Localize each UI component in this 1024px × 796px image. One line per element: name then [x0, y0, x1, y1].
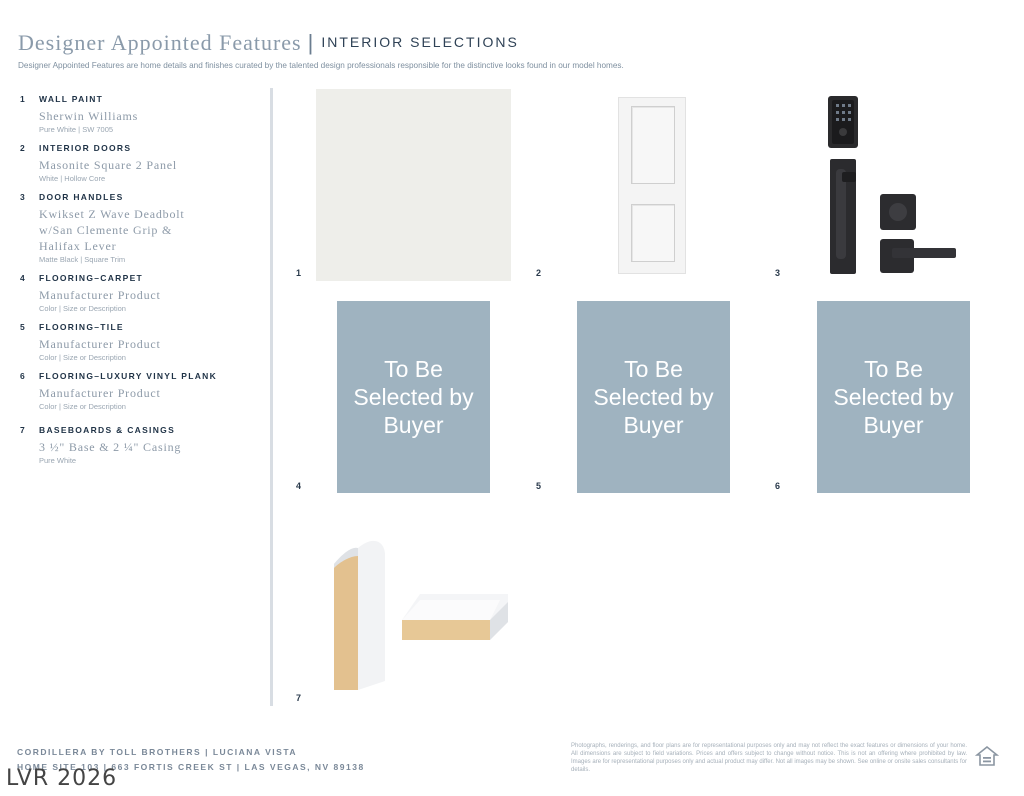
- feature-detail: Pure White: [39, 456, 77, 465]
- feature-category: INTERIOR DOORS: [39, 143, 132, 153]
- tile-number: 2: [536, 268, 542, 278]
- tile-number: 4: [296, 481, 302, 491]
- tile-placeholder: [577, 301, 730, 493]
- footer-community: CORDILLERA BY TOLL BROTHERS | LUCIANA VISTA: [17, 747, 298, 757]
- feature-category: FLOORING–CARPET: [39, 273, 144, 283]
- feature-detail: Pure White | SW 7005: [39, 125, 114, 134]
- feature-product: Sherwin Williams: [39, 109, 139, 123]
- feature-number: 2: [20, 143, 27, 153]
- feature-product: Masonite Square 2 Panel: [39, 158, 178, 172]
- feature-item: [20, 94, 265, 134]
- feature-item: [20, 192, 265, 264]
- feature-item: [20, 425, 265, 465]
- intro-text: Designer Appointed Features are home details and finishes curated by the talented design professionals responsible for the distinctive looks found in our model homes.: [18, 61, 624, 70]
- feature-detail: Color | Size or Description: [39, 353, 126, 362]
- door-upper-panel: [631, 106, 675, 184]
- feature-number: 6: [20, 371, 27, 381]
- feature-detail: Matte Black | Square Trim: [39, 255, 126, 264]
- baseboard-casing-image: [330, 536, 515, 694]
- tile-number: 7: [296, 693, 302, 703]
- door-image: [618, 97, 686, 274]
- feature-detail: Color | Size or Description: [39, 304, 126, 313]
- feature-number: 1: [20, 94, 27, 104]
- door-handle-image: [820, 94, 960, 278]
- title-main: Designer Appointed Features: [18, 30, 302, 55]
- feature-category: DOOR HANDLES: [39, 192, 124, 202]
- paint-swatch: [316, 89, 511, 281]
- feature-item: [20, 322, 265, 362]
- feature-category: FLOORING–LUXURY VINYL PLANK: [39, 371, 218, 381]
- feature-detail: White | Hollow Core: [39, 174, 106, 183]
- feature-product: Kwikset Z Wave Deadbolt w/San Clemente Grip & Halifax Lever: [39, 207, 185, 253]
- feature-category: BASEBOARDS & CASINGS: [39, 425, 176, 435]
- equal-housing-opportunity-icon: [975, 745, 999, 769]
- feature-number: 3: [20, 192, 27, 202]
- tile-number: 1: [296, 268, 302, 278]
- tile-number: 6: [775, 481, 781, 491]
- page-title: [18, 30, 519, 56]
- placeholder-text: To Be Selected by Buyer: [353, 356, 474, 438]
- title-subtitle: INTERIOR SELECTIONS: [321, 34, 519, 50]
- feature-category: WALL PAINT: [39, 94, 104, 104]
- footer-home-site: HOME SITE 103 | 663 FORTIS CREEK ST | LAS VEGAS, NV 89138: [17, 762, 365, 772]
- lvp-placeholder: [817, 301, 970, 493]
- door-lower-panel: [631, 204, 675, 262]
- feature-category: FLOORING–TILE: [39, 322, 124, 332]
- watermark: LVR 2026: [6, 766, 118, 791]
- feature-product: Manufacturer Product: [39, 337, 161, 351]
- placeholder-text: To Be Selected by Buyer: [833, 356, 954, 438]
- feature-product: 3 ½" Base & 2 ¼" Casing: [39, 440, 182, 454]
- tile-number: 3: [775, 268, 781, 278]
- carpet-placeholder: [337, 301, 490, 493]
- feature-item: [20, 143, 265, 183]
- feature-number: 4: [20, 273, 27, 283]
- feature-item: [20, 273, 265, 313]
- vertical-divider: [270, 88, 273, 706]
- feature-product: Manufacturer Product: [39, 386, 161, 400]
- tile-number: 5: [536, 481, 542, 491]
- feature-detail: Color | Size or Description: [39, 402, 126, 411]
- placeholder-text: To Be Selected by Buyer: [593, 356, 714, 438]
- feature-product: Manufacturer Product: [39, 288, 161, 302]
- title-separator: |: [307, 30, 314, 55]
- feature-item: [20, 371, 265, 411]
- disclaimer-text: Photographs, renderings, and floor plans are for representational purposes only and may not reflect the exact features or dimensions of your home. All dimensions are subject to field variations. Prices and offers subject to change without notice. This is not an offering where prohibited by law. Images are for representational purposes only and actual product may differ. Not all images may be shown. See online or onsite sales consultants for details.: [571, 743, 967, 773]
- feature-number: 7: [20, 425, 27, 435]
- feature-number: 5: [20, 322, 27, 332]
- feature-list: [20, 94, 265, 474]
